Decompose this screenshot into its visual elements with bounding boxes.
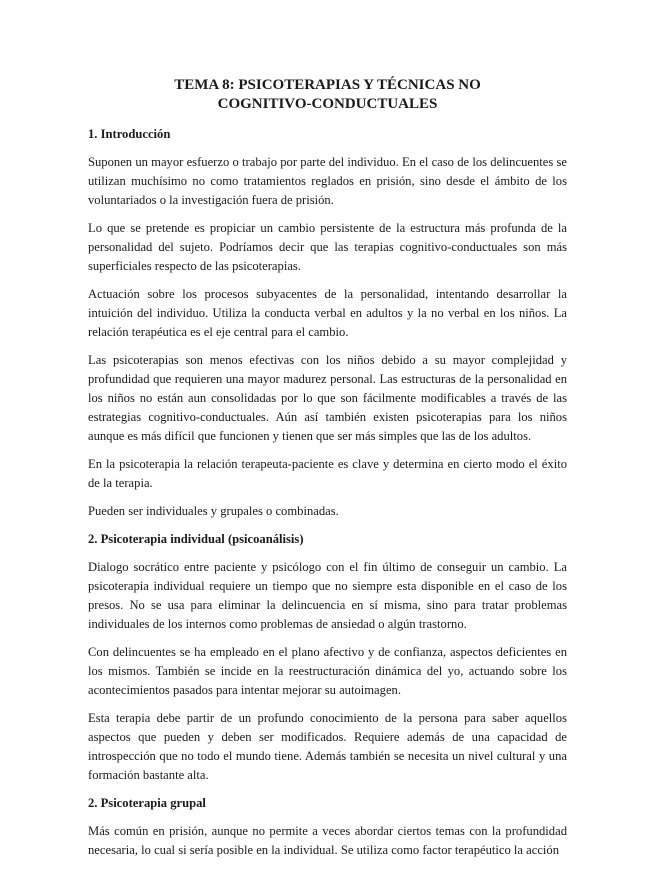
title-line-2: COGNITIVO-CONDUCTUALES [217,96,438,112]
paragraph: Pueden ser individuales y grupales o combinadas. [88,504,339,518]
paragraph: Más común en prisión, aunque no permite a veces abordar ciertos temas con la profundidad necesaria, lo cual si sería posible en la individual. Se utiliza como factor terapéutico la acción [88,824,567,857]
section-heading-introduccion: 1. Introducción [88,127,171,141]
paragraph: Lo que se pretende es propiciar un cambio persistente de la estructura más profunda de la personalidad del sujeto. Podríamos decir que las terapias cognitivo-conductuales son más superficiales respecto de las psicoterapias. [88,221,567,273]
paragraph: Dialogo socrático entre paciente y psicólogo con el fin último de conseguir un cambio. La psicoterapia individual requiere un tiempo que no siempre esta disponible en el caso de los presos. No se usa para eliminar la delincuencia en sí misma, sino para tratar problemas individuales de los internos como problemas de ansiedad o algún trastorno. [88,560,567,631]
paragraph: Las psicoterapias son menos efectivas con los niños debido a su mayor complejidad y profundidad que requieren una mayor madurez personal. Las estructuras de la personalidad en los niños no están aun consolidadas por lo que son fácilmente modificables a través de las estrategias cognitivo-conductuales. Aún así también existen psicoterapias para los niños aunque es más difícil que funcionen y tienen que ser más simples que las de los adultos. [88,353,567,443]
section-heading-psicoterapia-individual: 2. Psicoterapia individual (psicoanálisis) [88,532,304,546]
paragraph: Actuación sobre los procesos subyacentes de la personalidad, intentando desarrollar la intuición del individuo. Utiliza la conducta verbal en adultos y la no verbal en los niños. La relación terapéutica es el eje central para el cambio. [88,287,567,339]
paragraph: Suponen un mayor esfuerzo o trabajo por parte del individuo. En el caso de los delincuentes se utilizan muchísimo no como tratamientos reglados en prisión, sino desde el ámbito de los voluntariados o la investigación fuera de prisión. [88,155,567,207]
section-heading-psicoterapia-grupal: 2. Psicoterapia grupal [88,796,206,810]
paragraph: Con delincuentes se ha empleado en el plano afectivo y de confianza, aspectos deficientes en los mismos. También se incide en la reestructuración dinámica del yo, actuando sobre los acontecimientos pasados para intentar mejorar su autoimagen. [88,645,567,697]
paragraph: Esta terapia debe partir de un profundo conocimiento de la persona para saber aquellos aspectos que pueden y deben ser modificados. Requiere además de una capacidad de introspección que no todo el mundo tiene. Además también se necesita un nivel cultural y una formación bastante alta. [88,711,567,782]
paragraph: En la psicoterapia la relación terapeuta-paciente es clave y determina en cierto modo el éxito de la terapia. [88,457,567,490]
title-line-1: TEMA 8: PSICOTERAPIAS Y TÉCNICAS NO [174,77,481,93]
document-page [88,76,567,869]
document-title [88,76,567,114]
